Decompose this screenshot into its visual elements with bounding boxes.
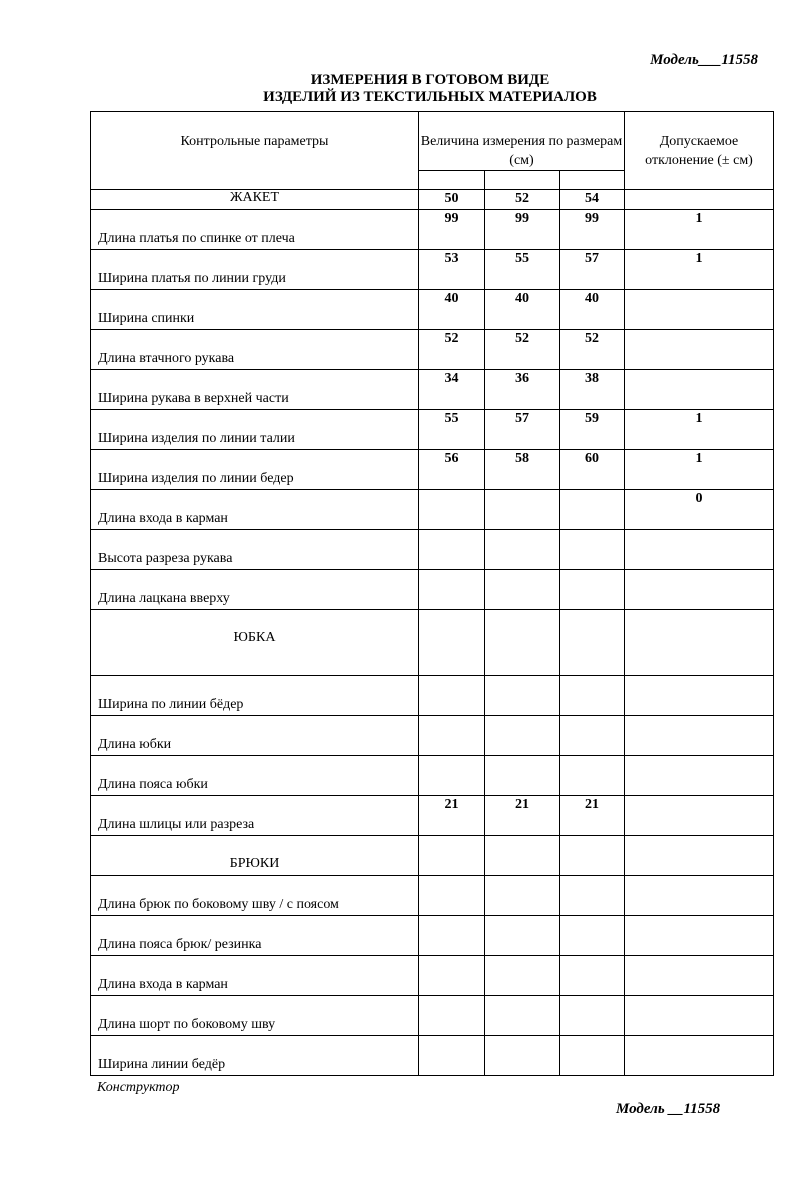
tolerance-cell: [625, 1036, 774, 1076]
model-number-top: Модель___11558: [650, 52, 758, 68]
value-cell: 60: [560, 450, 625, 490]
value-cell: 55: [485, 250, 560, 290]
param-label: Длина шорт по боковому шву: [98, 1017, 276, 1032]
value-cell: [419, 490, 485, 530]
value-cell: [419, 836, 485, 876]
param-label: Длина входа в карман: [98, 977, 228, 992]
value-cell: [560, 610, 625, 676]
param-cell: [91, 676, 419, 716]
param-cell: [91, 956, 419, 996]
value-cell: 59: [560, 410, 625, 450]
value-cell: [560, 916, 625, 956]
param-cell: [91, 370, 419, 410]
table-row: [91, 916, 774, 956]
param-cell: [91, 410, 419, 450]
value-cell: [419, 716, 485, 756]
value-cell: 40: [419, 290, 485, 330]
param-label: Ширина рукава в верхней части: [98, 391, 289, 406]
header-sizes: Величина измерения по размерам (см): [419, 112, 625, 171]
value-cell: [419, 676, 485, 716]
value-cell: 21: [419, 796, 485, 836]
table-row: [91, 370, 774, 410]
table-row: [91, 290, 774, 330]
header-tolerance: Допускаемое отклонение (± см): [625, 112, 774, 190]
value-cell: [485, 676, 560, 716]
table-row: [91, 250, 774, 290]
value-cell: 99: [560, 210, 625, 250]
table-row: [91, 756, 774, 796]
tolerance-cell: [625, 716, 774, 756]
value-cell: [560, 716, 625, 756]
section-row: [91, 610, 774, 676]
tolerance-cell: 0: [625, 490, 774, 530]
value-cell: [485, 530, 560, 570]
table-row: [91, 210, 774, 250]
model-number-bottom: Модель __11558: [616, 1101, 721, 1117]
param-cell: [91, 996, 419, 1036]
param-label: Ширина изделия по линии бедер: [98, 471, 294, 486]
section-skirt-label: ЮБКА: [91, 610, 419, 676]
tolerance-cell: [625, 570, 774, 610]
param-label: Длина брюк по боковому шву / с поясом: [98, 897, 339, 912]
tolerance-cell: [625, 916, 774, 956]
value-cell: [419, 530, 485, 570]
value-cell: 53: [419, 250, 485, 290]
value-cell: 38: [560, 370, 625, 410]
value-cell: 99: [485, 210, 560, 250]
tolerance-cell: [625, 290, 774, 330]
value-cell: 40: [485, 290, 560, 330]
param-cell: [91, 716, 419, 756]
tolerance-cell: [625, 836, 774, 876]
value-cell: [419, 916, 485, 956]
value-cell: [560, 570, 625, 610]
document-title: [0, 72, 800, 106]
tolerance-cell: 1: [625, 450, 774, 490]
value-cell: [560, 996, 625, 1036]
param-label: Ширина спинки: [98, 311, 195, 326]
param-label: Ширина изделия по линии талии: [98, 431, 295, 446]
tolerance-cell: 1: [625, 250, 774, 290]
tolerance-cell: [625, 330, 774, 370]
value-cell: [560, 490, 625, 530]
table-row: [91, 330, 774, 370]
table-row: [91, 716, 774, 756]
table-row: [91, 1036, 774, 1076]
value-cell: [419, 570, 485, 610]
value-cell: 21: [560, 796, 625, 836]
tolerance-cell: 1: [625, 410, 774, 450]
constructor-label: Конструктор: [97, 1080, 180, 1095]
param-cell: [91, 530, 419, 570]
header-size-blank: [485, 171, 560, 190]
param-cell: [91, 290, 419, 330]
value-cell: [560, 530, 625, 570]
value-cell: 58: [485, 450, 560, 490]
value-cell: 21: [485, 796, 560, 836]
param-label: Ширина платья по линии груди: [98, 271, 286, 286]
param-cell: [91, 330, 419, 370]
measurement-table: [90, 111, 774, 1076]
value-cell: [560, 876, 625, 916]
tolerance-cell: [625, 370, 774, 410]
value-cell: [560, 676, 625, 716]
param-cell: [91, 796, 419, 836]
value-cell: [560, 1036, 625, 1076]
value-cell: [485, 756, 560, 796]
table-row: [91, 570, 774, 610]
header-size-blank: [560, 171, 625, 190]
param-cell: [91, 250, 419, 290]
section-jacket-label: ЖАКЕТ: [91, 190, 419, 210]
value-cell: [485, 996, 560, 1036]
value-cell: [485, 836, 560, 876]
value-cell: 52: [485, 330, 560, 370]
tolerance-cell: [625, 996, 774, 1036]
value-cell: [485, 916, 560, 956]
value-cell: [485, 876, 560, 916]
size-52: 52: [485, 190, 560, 210]
param-cell: [91, 210, 419, 250]
table-row: [91, 996, 774, 1036]
tolerance-cell: [625, 190, 774, 210]
param-label: Длина входа в карман: [98, 511, 228, 526]
value-cell: [485, 1036, 560, 1076]
tolerance-cell: [625, 676, 774, 716]
title-line-2: ИЗДЕЛИЙ ИЗ ТЕКСТИЛЬНЫХ МАТЕРИАЛОВ: [263, 89, 597, 105]
title-line-1: ИЗМЕРЕНИЯ В ГОТОВОМ ВИДЕ: [310, 72, 550, 88]
param-cell: [91, 876, 419, 916]
value-cell: 99: [419, 210, 485, 250]
param-label: Длина платья по спинке от плеча: [98, 231, 295, 246]
param-label: Ширина линии бедёр: [98, 1057, 226, 1072]
value-cell: 52: [560, 330, 625, 370]
section-trousers-label: БРЮКИ: [91, 836, 419, 876]
value-cell: [419, 956, 485, 996]
value-cell: [560, 956, 625, 996]
tolerance-cell: [625, 610, 774, 676]
tolerance-cell: 1: [625, 210, 774, 250]
param-label: Длина шлицы или разреза: [98, 817, 255, 832]
value-cell: 34: [419, 370, 485, 410]
tolerance-cell: [625, 530, 774, 570]
header-params: Контрольные параметры: [91, 112, 419, 190]
value-cell: 56: [419, 450, 485, 490]
tolerance-cell: [625, 956, 774, 996]
value-cell: 55: [419, 410, 485, 450]
tolerance-cell: [625, 796, 774, 836]
value-cell: [419, 996, 485, 1036]
param-cell: [91, 570, 419, 610]
value-cell: 57: [560, 250, 625, 290]
param-label: Длина втачного рукава: [98, 351, 235, 366]
size-50: 50: [419, 190, 485, 210]
param-cell: [91, 450, 419, 490]
value-cell: [419, 756, 485, 796]
header-size-blank: [419, 171, 485, 190]
tolerance-cell: [625, 756, 774, 796]
param-cell: [91, 916, 419, 956]
param-label: Ширина по линии бёдер: [98, 697, 244, 712]
value-cell: 36: [485, 370, 560, 410]
value-cell: 52: [419, 330, 485, 370]
value-cell: [560, 836, 625, 876]
value-cell: [560, 756, 625, 796]
param-label: Длина юбки: [98, 737, 172, 752]
value-cell: 40: [560, 290, 625, 330]
param-cell: [91, 1036, 419, 1076]
table-row: [91, 796, 774, 836]
param-cell: [91, 490, 419, 530]
table-row: [91, 876, 774, 916]
value-cell: [419, 1036, 485, 1076]
value-cell: [485, 610, 560, 676]
table-row: [91, 490, 774, 530]
table-row: [91, 530, 774, 570]
value-cell: [485, 956, 560, 996]
table-row: [91, 956, 774, 996]
value-cell: 57: [485, 410, 560, 450]
value-cell: [485, 716, 560, 756]
size-54: 54: [560, 190, 625, 210]
table-row: [91, 676, 774, 716]
value-cell: [419, 610, 485, 676]
value-cell: [485, 490, 560, 530]
tolerance-cell: [625, 876, 774, 916]
section-row: [91, 836, 774, 876]
param-label: Высота разреза рукава: [98, 551, 233, 566]
param-label: Длина лацкана вверху: [98, 591, 230, 606]
value-cell: [419, 876, 485, 916]
value-cell: [485, 570, 560, 610]
param-label: Длина пояса брюк/ резинка: [98, 937, 262, 952]
table-row: [91, 450, 774, 490]
table-row: [91, 410, 774, 450]
param-label: Длина пояса юбки: [98, 777, 208, 792]
param-cell: [91, 756, 419, 796]
